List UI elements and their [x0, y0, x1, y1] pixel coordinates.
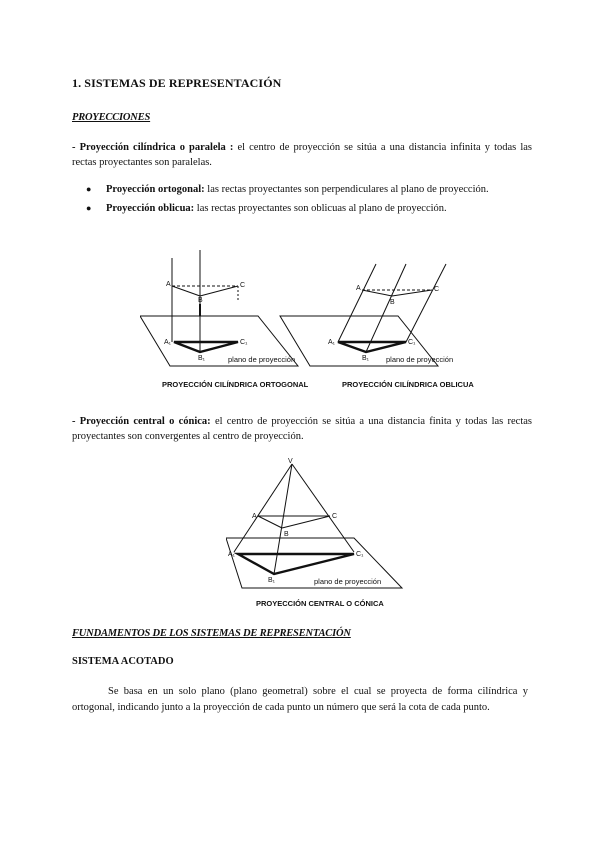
figure-ortogonal: [140, 250, 298, 366]
projected-triangle: [338, 342, 406, 352]
projected-triangle: [174, 342, 238, 352]
label-c1: C₁: [240, 339, 248, 346]
ray-va: [234, 464, 292, 552]
list-item: [86, 199, 526, 218]
projected-triangle: [238, 554, 354, 574]
paragraph-sistema-acotado: Se basa en un solo plano (plano geometral) sobre el cual se proyecta de forma cilíndrica y ortogonal, indicando junto a la proyección de cada punto un número que será la cota de cada punto.: [72, 686, 528, 713]
label-c1: C₁: [356, 551, 364, 558]
edge-ab: [362, 290, 392, 296]
edge-bc: [200, 286, 238, 296]
edge-bc: [282, 516, 330, 528]
text-cilindrica: el centro de proyección se sitúa a una distancia infinita y todas las rectas proyectantes son paralelas.: [72, 142, 532, 168]
subheading-proyecciones: PROYECCIONES: [72, 112, 151, 123]
ray-vc: [292, 464, 354, 552]
projector-a: [338, 264, 376, 342]
label-c: C: [434, 286, 440, 293]
plane-label-ortogonal: plano de proyección: [228, 355, 296, 364]
term-oblicua: Proyección oblicua:: [106, 203, 195, 214]
label-c1: C₁: [408, 339, 416, 346]
label-a1: A₁: [328, 339, 336, 346]
term-cilindrica: - Proyección cilíndrica o paralela :: [72, 142, 234, 153]
text-ortogonal: las rectas proyectantes son perpendiculares al plano de proyección.: [204, 184, 489, 195]
label-a1: A₁: [164, 339, 172, 346]
plane-label-oblicua: plano de proyección: [386, 355, 454, 364]
subheading-fundamentos: FUNDAMENTOS DE LOS SISTEMAS DE REPRESENTACIÓN: [72, 628, 351, 639]
caption-ortogonal: PROYECCIÓN CILÍNDRICA ORTOGONAL: [162, 380, 309, 389]
plane-label-conica: plano de proyección: [314, 577, 382, 586]
label-v: V: [288, 458, 293, 465]
paragraph-conica: [72, 414, 532, 444]
label-a: A: [356, 285, 361, 292]
figure-conica: [226, 456, 416, 610]
caption-conica: PROYECCIÓN CENTRAL O CÓNICA: [256, 599, 384, 608]
edge-ab: [258, 516, 282, 528]
ray-vb: [274, 464, 292, 574]
label-b: B: [284, 531, 289, 538]
label-b1: B₁: [198, 355, 206, 362]
label-b: B: [390, 299, 395, 306]
label-a: A: [166, 281, 171, 288]
projector-b: [366, 264, 406, 352]
list-item: [86, 180, 526, 199]
term-conica: - Proyección central o cónica:: [72, 416, 211, 427]
label-b1: B₁: [362, 355, 370, 362]
projection-types-list: [86, 180, 526, 218]
label-a: A: [252, 513, 257, 520]
figure-cilindrica: [140, 244, 520, 396]
label-a1: A₁: [228, 551, 236, 558]
label-c: C: [240, 282, 246, 289]
label-b1: B₁: [268, 577, 276, 584]
label-c: C: [332, 513, 338, 520]
section-title: 1. SISTEMAS DE REPRESENTACIÓN: [72, 76, 282, 90]
figure-oblicua: [280, 264, 446, 366]
heading-sistema-acotado: SISTEMA ACOTADO: [72, 656, 174, 667]
paragraph-cilindrica: [72, 140, 532, 170]
edge-bc: [392, 290, 432, 296]
projector-c: [406, 264, 446, 342]
text-oblicua: las rectas proyectantes son oblicuas al plano de proyección.: [194, 203, 447, 214]
edge-ab: [172, 286, 200, 296]
term-ortogonal: Proyección ortogonal:: [106, 184, 205, 195]
caption-oblicua: PROYECCIÓN CILÍNDRICA OBLICUA: [342, 380, 474, 389]
label-b: B: [198, 297, 203, 304]
conica-lines: [226, 464, 402, 588]
text-conica: el centro de proyección se sitúa a una distancia finita y todas las rectas proyectantes son convergentes al centro de proyección.: [72, 416, 532, 442]
labels-oblicua: [328, 285, 474, 389]
labels-ortogonal: [162, 281, 309, 389]
labels-conica: [228, 458, 384, 608]
